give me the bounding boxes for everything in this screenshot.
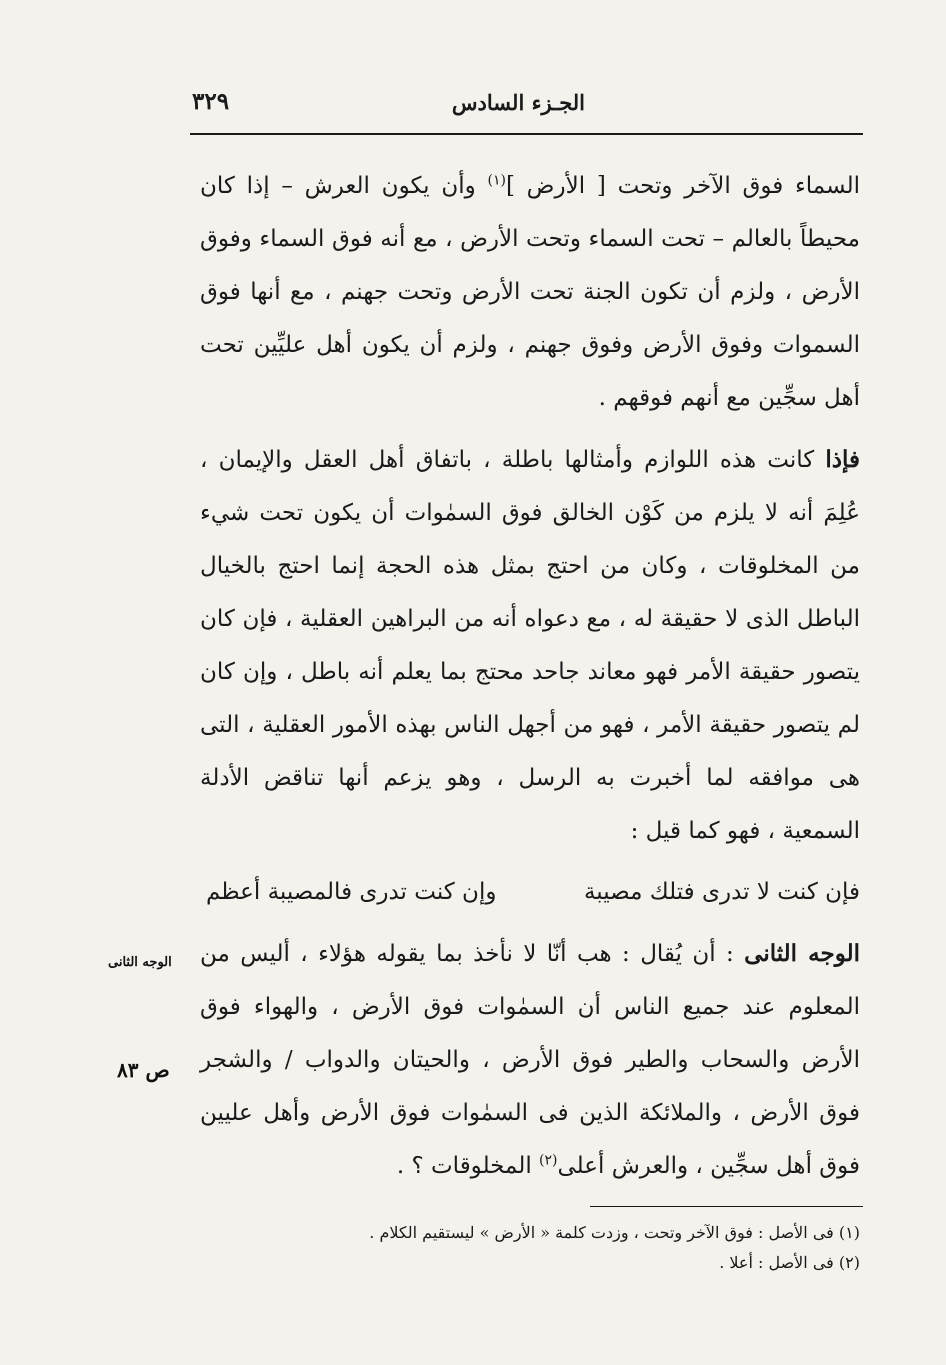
section-second-aspect	[200, 927, 860, 1193]
footnote-marker-2[interactable]: (٢)	[539, 1152, 558, 1169]
footnote-2: (٢) فى الأصل : أعلا .	[719, 1253, 860, 1272]
paragraph-text: كانت هذه اللوازم وأمثالها باطلة ، باتفاق أهل العقل والإيمان ، عُلِمَ أنه لا يلزم من كَوْن الخالق فوق السمٰوات أن يكون تحت شيء من المخلوقات ، وكان من احتج بمثل هذه الحجة إنما احتج بالخيال الباطل الذى لا حقيقة له ، مع دعواه أنه من البراهين العقلية ، فإن كان يتصور حقيقة الأمر فهو معاند جاحد محتج بما يعلم أنه باطل ، وإن كان لم يتصور حقيقة الأمر ، فهو من أجهل الناس بهذه الأمور العقلية ، التى هى موافقه لما أخبرت به الرسل ، وهو يزعم أنها تناقض الأدلة السمعية ، فهو كما قيل :	[200, 447, 860, 844]
running-title: الجـزء السادس	[451, 90, 585, 115]
verse-first-hemistich: فإن كنت لا تدرى فتلك مصيبة	[583, 879, 860, 905]
margin-note-aspect: الوجه الثانى	[108, 955, 172, 970]
verse-line	[200, 866, 860, 919]
paragraph-text: وأن يكون العرش – إذا كان محيطاً بالعالم – تحت السماء وتحت الأرض ، مع أنه فوق السماء وفوق الأرض ، ولزم أن تكون الجنة تحت الأرض وتحت جهنم ، مع أنها فوق السموات وفوق الأرض وفوق جهنم ، ولزم أن يكون أهل عليِّين تحت أهل سجِّين مع أنهم فوقهم .	[200, 173, 860, 411]
page-number: ٣٢٩	[192, 88, 230, 115]
paragraph-2	[200, 433, 860, 858]
main-text	[200, 160, 860, 1193]
paragraph-text: المخلوقات ؟ .	[396, 1153, 540, 1179]
verse-second-hemistich: وإن كنت تدرى فالمصيبة أعظم	[206, 879, 497, 905]
paragraph-1	[200, 160, 860, 425]
paragraph-text: : أن يُقال : هب أنّا لا نأخذ بما يقوله هؤلاء ، أليس من المعلوم عند جميع الناس أن السمٰوات فوق الأرض ، والهواء فوق الأرض والسحاب والطير فوق الأرض ، والحيتان والدواب / والشجر فوق الأرض ، والملائكة الذين فى السمٰوات فوق الأرض وأهل عليين فوق أهل سجِّين ، والعرش أعلى	[200, 941, 860, 1179]
header-rule	[190, 133, 863, 135]
margin-note-page-ref: ص ٨٣	[117, 1058, 170, 1082]
footnote-marker-1[interactable]: (١)	[487, 172, 506, 189]
section-heading: الوجه الثانى	[744, 940, 860, 967]
paragraph-text: السماء فوق الآخر وتحت [ الأرض ]	[505, 173, 860, 199]
paragraph-lead: فإذا	[825, 446, 860, 473]
footnote-1: (١) فى الأصل : فوق الآخر وتحت ، وزدت كلمة « الأرض » ليستقيم الكلام .	[369, 1223, 860, 1242]
footnotes	[230, 1218, 860, 1278]
footnote-rule	[590, 1206, 863, 1207]
page-header	[190, 84, 863, 128]
